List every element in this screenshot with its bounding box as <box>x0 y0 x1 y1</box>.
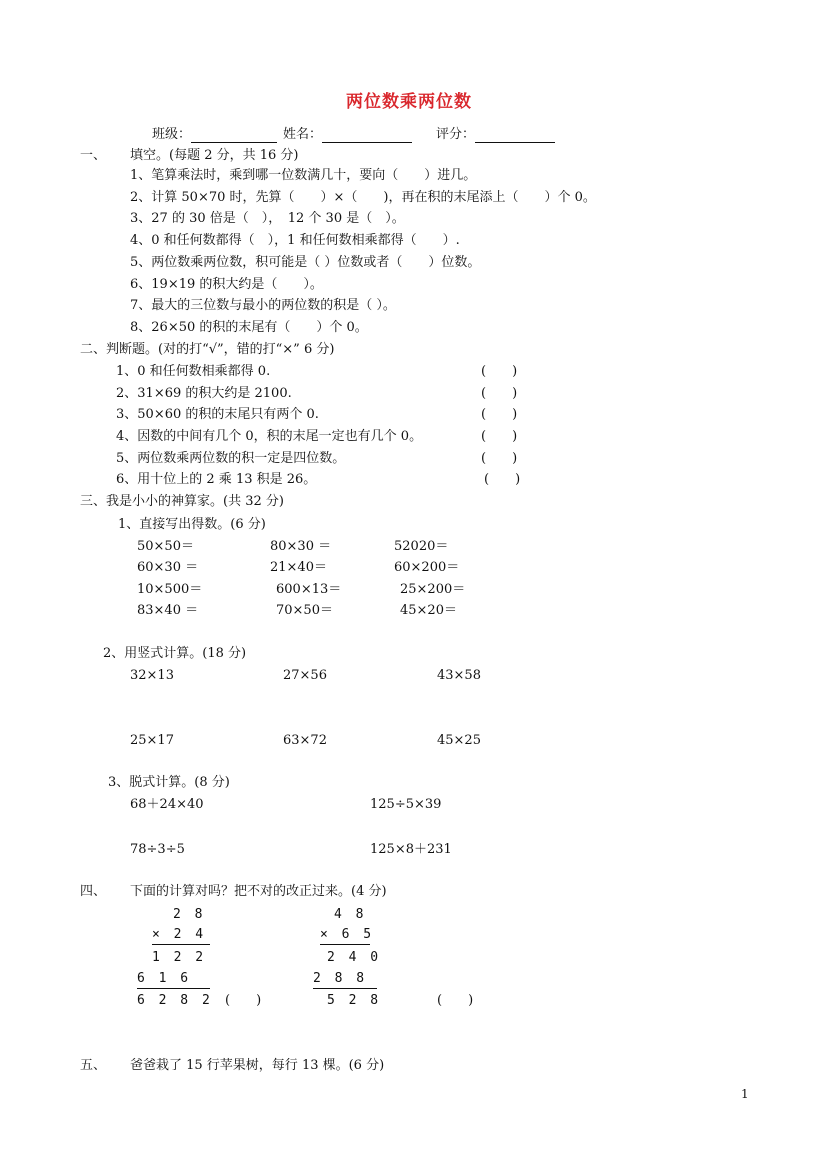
direct-calc-item: 45×20＝ <box>400 603 457 618</box>
judge-answer-box[interactable]: ( ) <box>484 472 521 487</box>
judge-answer-box[interactable]: ( ) <box>481 451 518 466</box>
judge-answer-box[interactable]: ( ) <box>481 429 518 444</box>
fill-item: 5、两位数乘两位数，积可能是（ ）位数或者（ ）位数。 <box>130 255 481 270</box>
judge-item: 1、0 和任何数相乘都得 0. <box>116 364 271 379</box>
fill-item: 1、笔算乘法时，乘到哪一位数满几十，要向（ ）进几。 <box>130 168 477 183</box>
judge-item: 5、两位数乘两位数的积一定是四位数。 <box>116 451 346 466</box>
class-field <box>152 127 277 143</box>
direct-calc-item: 70×50＝ <box>276 603 333 618</box>
judge-answer-box[interactable]: ( ) <box>481 386 518 401</box>
name-label: 姓名： <box>283 127 323 142</box>
section5-heading: 爸爸栽了 15 行苹果树，每行 13 棵。(6 分) <box>130 1058 385 1073</box>
calc1-line: 1 2 2 <box>152 950 207 965</box>
judge-item: 2、31×69 的积大约是 2100. <box>116 386 292 401</box>
vertical-calc-item: 43×58 <box>437 668 481 683</box>
direct-calc-item: 60×30 ＝ <box>137 560 199 575</box>
direct-calc-item: 21×40＝ <box>270 560 327 575</box>
score-label: 评分： <box>436 127 476 142</box>
calc1-line: 2 8 <box>173 907 206 922</box>
vertical-calc-item: 25×17 <box>130 733 174 748</box>
calc2-line: × 6 5 <box>320 927 370 945</box>
vertical-calc-subheading: 2、用竖式计算。(18 分) <box>103 646 247 661</box>
score-field <box>436 127 555 143</box>
section2-heading: 二、判断题。(对的打“√”，错的打“×” 6 分) <box>80 342 335 357</box>
direct-calc-item: 52020＝ <box>394 539 449 554</box>
judge-item: 4、因数的中间有几个 0，积的末尾一定也有几个 0。 <box>116 429 423 444</box>
section1-heading: 填空。(每题 2 分，共 16 分) <box>130 148 299 163</box>
fill-item: 6、19×19 的积大约是（ ）。 <box>130 277 323 292</box>
score-blank[interactable] <box>475 128 555 143</box>
vertical-calc-item: 63×72 <box>283 733 327 748</box>
name-blank[interactable] <box>322 128 412 143</box>
section4-number: 四、 <box>80 884 107 899</box>
judge-item: 6、用十位上的 2 乘 13 积是 26。 <box>116 472 317 487</box>
class-label: 班级： <box>152 127 192 142</box>
section4-heading: 下面的计算对吗？把不对的改正过来。(4 分) <box>130 884 387 899</box>
fill-item: 3、27 的 30 倍是（ ）， 12 个 30 是（ ）。 <box>130 211 405 226</box>
direct-calc-item: 25×200＝ <box>400 582 466 597</box>
vertical-calc-item: 32×13 <box>130 668 174 683</box>
page-number: 1 <box>741 1087 749 1101</box>
page-title: 两位数乘两位数 <box>346 92 472 112</box>
mixed-calc-item: 68＋24×40 <box>130 797 204 812</box>
vertical-calc-item: 45×25 <box>437 733 481 748</box>
mixed-calc-item: 125×8＋231 <box>370 842 452 857</box>
judge-item: 3、50×60 的积的末尾只有两个 0. <box>116 407 319 422</box>
class-blank[interactable] <box>191 128 277 143</box>
calc1-line: 6 2 8 2 <box>137 993 213 1008</box>
calc2-line: 5 2 8 <box>327 993 382 1008</box>
name-field <box>283 127 412 143</box>
judge-answer-box[interactable]: ( ) <box>481 407 518 422</box>
calc1-answer-box[interactable]: ( ) <box>225 993 262 1008</box>
direct-calc-item: 83×40 ＝ <box>137 603 199 618</box>
calc2-line: 4 8 <box>334 907 367 922</box>
fill-item: 8、26×50 的积的末尾有（ ）个 0。 <box>130 320 368 335</box>
section5-number: 五、 <box>80 1058 107 1073</box>
section1-number: 一、 <box>80 148 107 163</box>
calc1-line: 6 1 6 <box>137 971 210 989</box>
calc2-line: 2 8 8 <box>313 971 377 989</box>
calc1-line: × 2 4 <box>152 927 210 945</box>
direct-calc-item: 60×200＝ <box>394 560 460 575</box>
direct-calc-item: 80×30 ＝ <box>270 539 332 554</box>
fill-item: 2、计算 50×70 时，先算（ ）×（ )，再在积的末尾添上（ ）个 0。 <box>130 190 596 205</box>
mixed-calc-subheading: 3、脱式计算。(8 分) <box>108 775 230 790</box>
direct-calc-item: 10×500＝ <box>137 582 203 597</box>
direct-calc-item: 600×13＝ <box>276 582 342 597</box>
direct-calc-item: 50×50＝ <box>137 539 194 554</box>
fill-item: 7、最大的三位数与最小的两位数的积是（ ）。 <box>130 298 396 313</box>
mixed-calc-item: 125÷5×39 <box>370 797 442 812</box>
direct-calc-subheading: 1、直接写出得数。(6 分) <box>118 517 266 532</box>
calc2-line: 2 4 0 <box>327 950 382 965</box>
vertical-calc-item: 27×56 <box>283 668 327 683</box>
mixed-calc-item: 78÷3÷5 <box>130 842 185 857</box>
judge-answer-box[interactable]: ( ) <box>481 364 518 379</box>
section3-heading: 三、我是小小的神算家。(共 32 分) <box>80 494 284 509</box>
fill-item: 4、0 和任何数都得（ ），1 和任何数相乘都得（ ）. <box>130 233 460 248</box>
calc2-answer-box[interactable]: ( ) <box>437 993 474 1008</box>
